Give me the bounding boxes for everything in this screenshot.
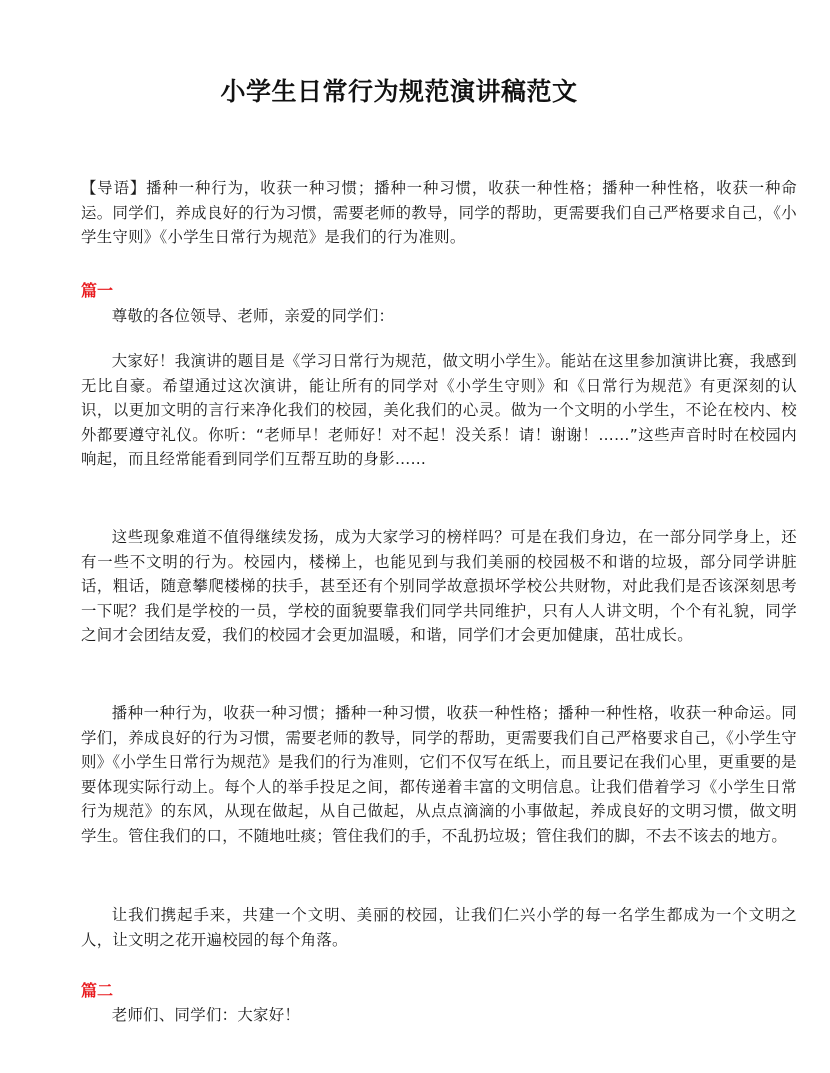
- section-2-salutation: 老师们、同学们：大家好！: [111, 1006, 301, 1024]
- page-title: 小学生日常行为规范演讲稿范文: [220, 77, 578, 106]
- section-heading-1: 篇一: [81, 281, 114, 300]
- body-paragraph-2: 这些现象难道不值得继续发扬，成为大家学习的榜样吗？可是在我们身边，在一部分同学身上，还有一些不文明的行为。校园内，楼梯上，也能见到与我们美丽的校园极不和谐的垃圾，部分同学讲脏话，粗话，随意攀爬楼梯的扶手，甚至还有个别同学故意损坏学校公共财物，对此我们是否该深刻思考一下呢？我们是学校的一员，学校的面貌要靠我们同学共同维护，只有人人讲文明，个个有礼貌，同学之间才会团结友爱，我们的校园才会更加温暖，和谐，同学们才会更加健康，茁壮成长。: [81, 528, 797, 644]
- salutation-paragraph: 尊敬的各位领导、老师，亲爱的同学们：: [111, 307, 395, 325]
- section-heading-2: 篇二: [81, 981, 114, 1000]
- body-paragraph-1: 大家好！我演讲的题目是《学习日常行为规范，做文明小学生》。能站在这里参加演讲比赛，我感到无比自豪。希望通过这次演讲，能让所有的同学对《小学生守则》和《日常行为规范》有更深刻的认识，以更加文明的言行来净化我们的校园，美化我们的心灵。做为一个文明的小学生，不论在校内、校外都要遵守礼仪。你听：“老师早！老师好！对不起！没关系！请！谢谢！……”这些声音时时在校园内响起，而且经常能看到同学们互帮互助的身影……: [81, 352, 797, 468]
- intro-text: 播种一种行为，收获一种习惯；播种一种习惯，收获一种性格；播种一种性格，收获一种命运。同学们，养成良好的行为习惯，需要老师的教导，同学的帮助，更需要我们自己严格要求自己，《小学生守则》《小学生日常行为规范》是我们的行为准则。: [81, 179, 797, 246]
- body-paragraph-4: 让我们携起手来，共建一个文明、美丽的校园，让我们仁兴小学的每一名学生都成为一个文明之人，让文明之花开遍校园的每个角落。: [81, 906, 797, 949]
- body-paragraph-3: 播种一种行为，收获一种习惯；播种一种习惯，收获一种性格；播种一种性格，收获一种命运。同学们，养成良好的行为习惯，需要老师的教导，同学的帮助，更需要我们自己严格要求自己，《小学生守则》《小学生日常行为规范》是我们的行为准则，它们不仅写在纸上，而且要记在我们心里，更重要的是要体现实际行动上。每个人的举手投足之间，都传递着丰富的文明信息。让我们借着学习《小学生日常行为规范》的东风，从现在做起，从自己做起，从点点滴滴的小事做起，养成良好的文明习惯，做文明学生。管住我们的口，不随地吐痰；管住我们的手，不乱扔垃圾；管住我们的脚，不去不该去的地方。: [81, 704, 797, 845]
- intro-label: 【导语】: [81, 179, 147, 197]
- intro-paragraph: [81, 176, 797, 250]
